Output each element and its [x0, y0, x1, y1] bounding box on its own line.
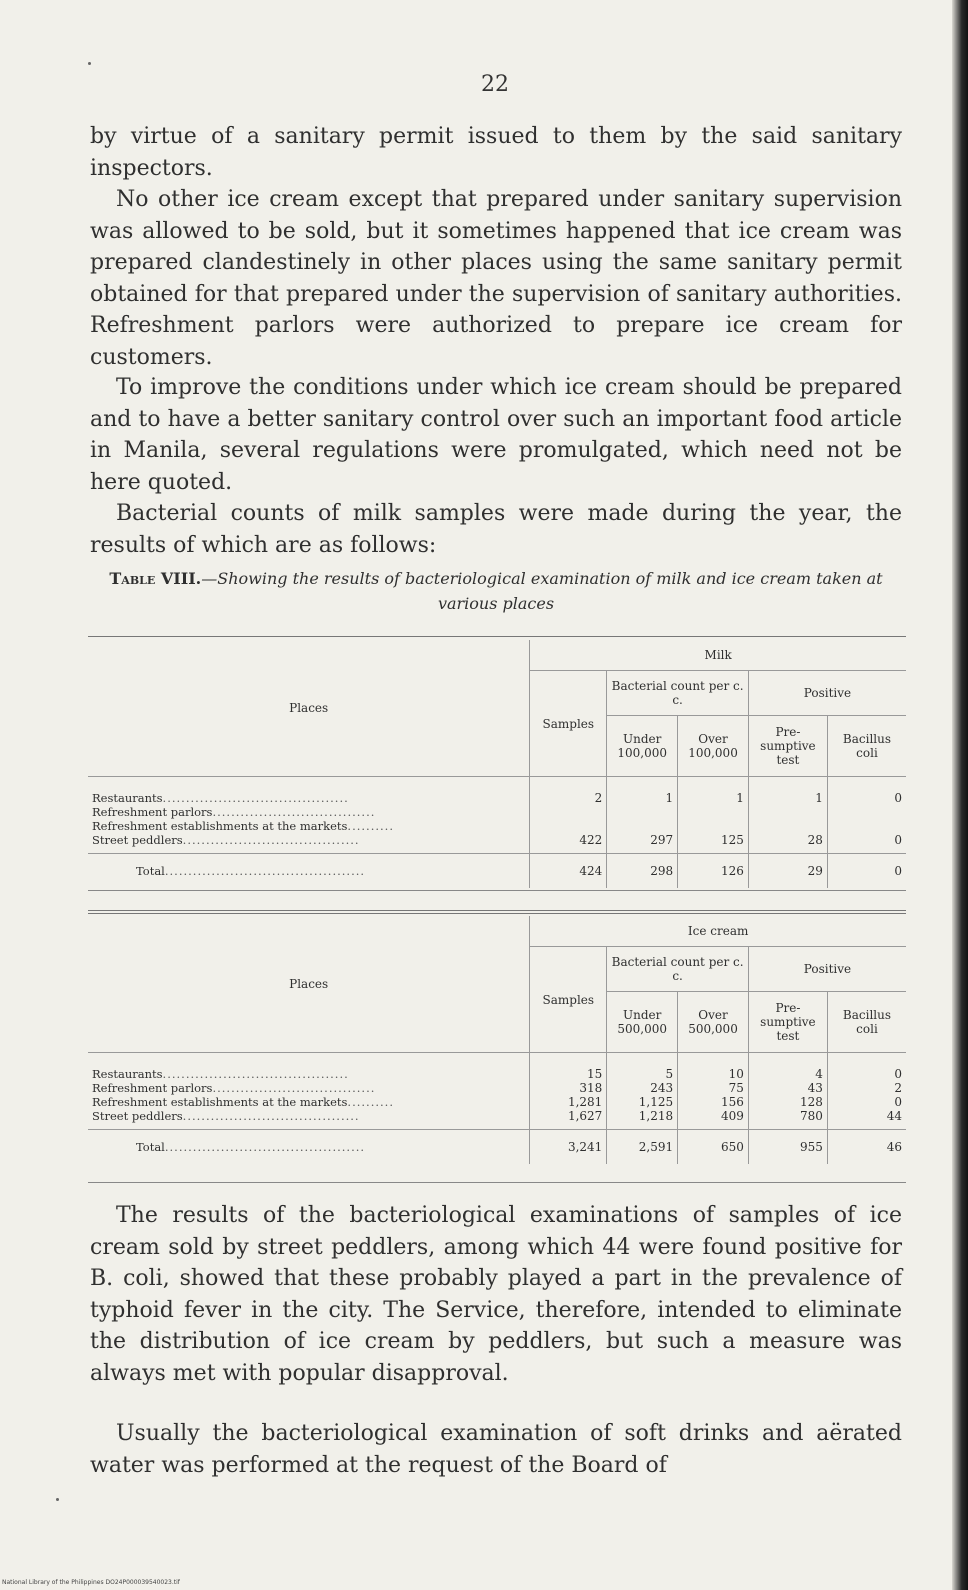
- place-name: Restaurants: [92, 791, 163, 805]
- cell-bacillus: 2: [827, 1081, 906, 1095]
- paragraph-4: Bacterial counts of milk samples were made during the year, the results of which are as follows:: [90, 501, 902, 558]
- total-text: Total: [136, 864, 165, 878]
- bacterial-count-header: Bacterial count per c. c.: [607, 947, 749, 992]
- cell-samples: 1,627: [530, 1109, 607, 1130]
- places-header: Places: [88, 916, 530, 1053]
- cell-bacillus: 44: [827, 1109, 906, 1130]
- row-place-label: [88, 819, 530, 833]
- paragraph-2: No other ice cream except that prepared under sanitary supervision was allowed to be sold, but it sometimes happened that ice cream was prepared clandestinely in other places using the same sanitary permit obtained for that prepared under the supervision of sanitary authorities. Refreshment parlors were authorized to prepare ice cream for customers.: [90, 187, 902, 370]
- place-name: Street peddlers: [92, 1109, 183, 1123]
- total-cell-presumptive: 955: [748, 1130, 827, 1165]
- table-caption-text: —Showing the results of bacteriological examination of milk and ice cream taken at various places: [201, 569, 883, 613]
- row-place-label: [88, 1109, 530, 1130]
- cell-over: 1: [678, 777, 749, 806]
- cell-samples: [530, 805, 607, 819]
- total-row: [88, 854, 906, 889]
- row-place-label: [88, 1095, 530, 1109]
- cell-samples: 422: [530, 833, 607, 854]
- places-header: Places: [88, 640, 530, 777]
- leader-dots: ..........: [347, 1095, 394, 1109]
- cell-samples: 1,281: [530, 1095, 607, 1109]
- paragraph-1: by virtue of a sanitary permit issued to them by the said sanitary inspectors.: [90, 124, 902, 181]
- leader-dots: ...........................................: [164, 1140, 366, 1154]
- leader-dots: ...........................................: [164, 864, 366, 878]
- cell-over: 409: [678, 1109, 749, 1130]
- paragraph-6: Usually the bacteriological examination of soft drinks and aërated water was performed at the request of the Board of: [90, 1421, 902, 1478]
- leader-dots: ......................................: [182, 1109, 360, 1123]
- cell-presumptive: 28: [748, 833, 827, 854]
- cell-presumptive: 43: [748, 1081, 827, 1095]
- presumptive-header: Pre-sumptive test: [748, 716, 827, 777]
- total-label: [88, 1130, 530, 1165]
- cell-over: 75: [678, 1081, 749, 1095]
- cell-under: 1,218: [607, 1109, 678, 1130]
- total-text: Total: [136, 1140, 165, 1154]
- cell-bacillus: [827, 819, 906, 833]
- milk-group-header: Milk: [530, 640, 906, 671]
- total-cell-samples: 3,241: [530, 1130, 607, 1165]
- scan-footer-note: National Library of the Philippines DO24P000039540023.tif: [2, 1579, 180, 1586]
- row-place-label: [88, 777, 530, 806]
- table-row: [88, 805, 906, 819]
- row-place-label: [88, 805, 530, 819]
- cell-over: 125: [678, 833, 749, 854]
- total-row: [88, 1130, 906, 1165]
- over-header: Over 100,000: [678, 716, 749, 777]
- positive-header: Positive: [748, 947, 906, 992]
- row-place-label: [88, 1081, 530, 1095]
- row-place-label: [88, 833, 530, 854]
- total-cell-over: 126: [678, 854, 749, 889]
- cell-bacillus: 0: [827, 1053, 906, 1082]
- total-label: [88, 854, 530, 889]
- leader-dots: ......................................: [182, 833, 360, 847]
- table-row: [88, 1095, 906, 1109]
- leader-dots: ...................................: [212, 805, 376, 819]
- cell-under: [607, 805, 678, 819]
- place-name: Restaurants: [92, 1067, 163, 1081]
- table-row: [88, 833, 906, 854]
- place-name: Refreshment establishments at the markets: [92, 1095, 348, 1109]
- total-cell-over: 650: [678, 1130, 749, 1165]
- cell-under: 1: [607, 777, 678, 806]
- table-top-rule: [88, 910, 906, 911]
- total-cell-under: 2,591: [607, 1130, 678, 1165]
- cell-presumptive: 4: [748, 1053, 827, 1082]
- page-speck: [56, 1498, 59, 1501]
- cell-presumptive: [748, 819, 827, 833]
- place-name: Refreshment establishments at the markets: [92, 819, 348, 833]
- under-header: Under 500,000: [607, 992, 678, 1053]
- paragraph-5: The results of the bacteriological examinations of samples of ice cream sold by street peddlers, among which 44 were found positive for B. coli, showed that these probably played a part in the prevalence of typhoid fever in the city. The Service, therefore, intended to eliminate the distribution of ice cream by peddlers, but such a measure was always met with popular disapproval.: [90, 1203, 902, 1386]
- over-header: Over 500,000: [678, 992, 749, 1053]
- under-header: Under 100,000: [607, 716, 678, 777]
- cell-over: [678, 819, 749, 833]
- leader-dots: ..........: [347, 819, 394, 833]
- page-number: 22: [481, 72, 509, 97]
- cell-samples: [530, 819, 607, 833]
- ice-cream-group-header: Ice cream: [530, 916, 906, 947]
- paragraph-3: To improve the conditions under which ice cream should be prepared and to have a better sanitary control over such an important food article in Manila, several regulations were promulgated, which need not be here quoted.: [90, 375, 902, 495]
- cell-under: 243: [607, 1081, 678, 1095]
- bacillus-coli-header: Bacillus coli: [827, 992, 906, 1053]
- cell-bacillus: 0: [827, 777, 906, 806]
- positive-header: Positive: [748, 671, 906, 716]
- total-cell-presumptive: 29: [748, 854, 827, 889]
- table-bottom-rule: [88, 1182, 906, 1183]
- table-top-rule: [88, 636, 906, 637]
- cell-samples: 2: [530, 777, 607, 806]
- cell-bacillus: 0: [827, 833, 906, 854]
- cell-over: 10: [678, 1053, 749, 1082]
- cell-samples: 318: [530, 1081, 607, 1095]
- place-name: Refreshment parlors: [92, 805, 213, 819]
- cell-presumptive: 1: [748, 777, 827, 806]
- place-name: Street peddlers: [92, 833, 183, 847]
- cell-presumptive: [748, 805, 827, 819]
- cell-under: 1,125: [607, 1095, 678, 1109]
- table-row: [88, 1109, 906, 1130]
- cell-under: 297: [607, 833, 678, 854]
- table-row: [88, 819, 906, 833]
- place-name: Refreshment parlors: [92, 1081, 213, 1095]
- table-caption-lead: Table VIII.: [109, 569, 202, 588]
- table-bottom-rule: [88, 890, 906, 891]
- bacillus-coli-header: Bacillus coli: [827, 716, 906, 777]
- cell-over: 156: [678, 1095, 749, 1109]
- leader-dots: ........................................: [162, 1067, 349, 1081]
- leader-dots: ........................................: [162, 791, 349, 805]
- presumptive-header: Pre-sumptive test: [748, 992, 827, 1053]
- samples-header: Samples: [530, 671, 607, 777]
- cell-presumptive: 128: [748, 1095, 827, 1109]
- total-cell-bacillus: 46: [827, 1130, 906, 1165]
- table-row: [88, 777, 906, 806]
- scan-edge-shadow: [952, 0, 968, 1590]
- cell-samples: 15: [530, 1053, 607, 1082]
- cell-under: 5: [607, 1053, 678, 1082]
- table-row: [88, 1053, 906, 1082]
- total-cell-under: 298: [607, 854, 678, 889]
- cell-over: [678, 805, 749, 819]
- cell-bacillus: 0: [827, 1095, 906, 1109]
- total-cell-bacillus: 0: [827, 854, 906, 889]
- samples-header: Samples: [530, 947, 607, 1053]
- table-row: [88, 1081, 906, 1095]
- total-cell-samples: 424: [530, 854, 607, 889]
- row-place-label: [88, 1053, 530, 1082]
- leader-dots: ...................................: [212, 1081, 376, 1095]
- ice-cream-table: [88, 916, 906, 1164]
- cell-bacillus: [827, 805, 906, 819]
- cell-under: [607, 819, 678, 833]
- milk-table: [88, 640, 906, 888]
- table-caption: [90, 566, 902, 616]
- table-top-rule-double: [88, 913, 906, 914]
- page-speck: [88, 62, 91, 65]
- bacterial-count-header: Bacterial count per c. c.: [607, 671, 749, 716]
- cell-presumptive: 780: [748, 1109, 827, 1130]
